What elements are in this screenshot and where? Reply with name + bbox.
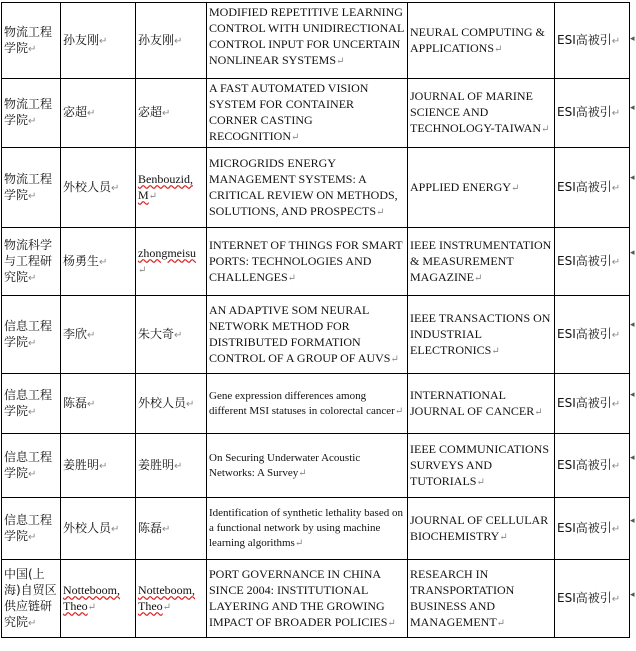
paper-title-cell: On Securing Underwater Acoustic Networks: A Survey↵ — [207, 434, 408, 498]
journal-cell: APPLIED ENERGY↵ — [408, 148, 555, 228]
author-cell: 外校人员↵ — [61, 498, 136, 560]
journal-cell: IEEE INSTRUMENTATION & MEASUREMENT MAGAZINE↵ — [408, 228, 555, 296]
row-end-marker-icon: ◂ — [630, 248, 635, 258]
corresponding-author-cell: Benbouzid, M↵ — [136, 148, 207, 228]
journal-cell: JOURNAL OF MARINE SCIENCE AND TECHNOLOGY-TAIWAN↵ — [408, 79, 555, 148]
table-row — [2, 374, 630, 434]
corresponding-author-cell: 朱大奇↵ — [136, 296, 207, 374]
college-cell: 物流工程学院↵ — [2, 79, 61, 148]
row-end-marker-icon: ◂ — [630, 34, 635, 44]
corresponding-author-cell: zhongmeisu↵ — [136, 228, 207, 296]
corresponding-author-cell: 孙友刚↵ — [136, 3, 207, 79]
paper-title-cell: Gene expression differences among different MSI statuses in colorectal cancer↵ — [207, 374, 408, 434]
corresponding-author-cell: 宓超↵ — [136, 79, 207, 148]
category-cell: ESI高被引↵ — [555, 434, 630, 498]
author-cell: 孙友刚↵ — [61, 3, 136, 79]
row-end-marker-icon: ◂ — [630, 516, 635, 526]
category-cell: ESI高被引↵ — [555, 374, 630, 434]
college-cell: 信息工程学院↵ — [2, 434, 61, 498]
college-cell: 物流工程学院↵ — [2, 3, 61, 79]
category-cell: ESI高被引↵ — [555, 560, 630, 638]
row-end-marker-icon: ◂ — [630, 173, 635, 183]
college-cell: 物流科学与工程研究院↵ — [2, 228, 61, 296]
category-cell: ESI高被引↵ — [555, 148, 630, 228]
journal-cell: INTERNATIONAL JOURNAL OF CANCER↵ — [408, 374, 555, 434]
category-cell: ESI高被引↵ — [555, 228, 630, 296]
corresponding-author-cell: Notteboom, Theo↵ — [136, 560, 207, 638]
paper-title-cell: MICROGRIDS ENERGY MANAGEMENT SYSTEMS: A CRITICAL REVIEW ON METHODS, SOLUTIONS, AND PROSPECTS↵ — [207, 148, 408, 228]
paper-title-cell: INTERNET OF THINGS FOR SMART PORTS: TECHNOLOGIES AND CHALLENGES↵ — [207, 228, 408, 296]
journal-cell: JOURNAL OF CELLULAR BIOCHEMISTRY↵ — [408, 498, 555, 560]
author-cell: 姜胜明↵ — [61, 434, 136, 498]
author-cell: 外校人员↵ — [61, 148, 136, 228]
author-cell: 杨勇生↵ — [61, 228, 136, 296]
category-cell: ESI高被引↵ — [555, 498, 630, 560]
paper-title-cell: A FAST AUTOMATED VISION SYSTEM FOR CONTAINER CORNER CASTING RECOGNITION↵ — [207, 79, 408, 148]
category-cell: ESI高被引↵ — [555, 3, 630, 79]
corresponding-author-cell: 姜胜明↵ — [136, 434, 207, 498]
category-cell: ESI高被引↵ — [555, 296, 630, 374]
row-end-marker-icon: ◂ — [630, 390, 635, 400]
table-row — [2, 228, 630, 296]
journal-cell: IEEE COMMUNICATIONS SURVEYS AND TUTORIALS↵ — [408, 434, 555, 498]
paper-title-cell: AN ADAPTIVE SOM NEURAL NETWORK METHOD FOR DISTRIBUTED FORMATION CONTROL OF A GROUP OF AUVS↵ — [207, 296, 408, 374]
table-row — [2, 148, 630, 228]
author-cell: 宓超↵ — [61, 79, 136, 148]
college-cell: 物流工程学院↵ — [2, 148, 61, 228]
table-row — [2, 296, 630, 374]
corresponding-author-cell: 外校人员↵ — [136, 374, 207, 434]
paper-title-cell: MODIFIED REPETITIVE LEARNING CONTROL WITH UNIDIRECTIONAL CONTROL INPUT FOR UNCERTAIN NONLINEAR SYSTEMS↵ — [207, 3, 408, 79]
college-cell: 信息工程学院↵ — [2, 296, 61, 374]
college-cell: 中国(上海)自贸区供应链研究院↵ — [2, 560, 61, 638]
journal-cell: RESEARCH IN TRANSPORTATION BUSINESS AND MANAGEMENT↵ — [408, 560, 555, 638]
table-row — [2, 498, 630, 560]
author-cell: Notteboom, Theo↵ — [61, 560, 136, 638]
paper-title-cell: PORT GOVERNANCE IN CHINA SINCE 2004: INSTITUTIONAL LAYERING AND THE GROWING IMPACT OF BROADER POLICIES↵ — [207, 560, 408, 638]
college-cell: 信息工程学院↵ — [2, 498, 61, 560]
row-end-marker-icon: ◂ — [630, 320, 635, 330]
category-cell: ESI高被引↵ — [555, 79, 630, 148]
author-cell: 李欣↵ — [61, 296, 136, 374]
table-row — [2, 3, 630, 79]
corresponding-author-cell: 陈磊↵ — [136, 498, 207, 560]
college-cell: 信息工程学院↵ — [2, 374, 61, 434]
journal-cell: IEEE TRANSACTIONS ON INDUSTRIAL ELECTRONICS↵ — [408, 296, 555, 374]
author-cell: 陈磊↵ — [61, 374, 136, 434]
table-row — [2, 560, 630, 638]
paper-title-cell: Identification of synthetic lethality based on a functional network by using machine learning algorithms↵ — [207, 498, 408, 560]
row-end-marker-icon: ◂ — [630, 590, 635, 600]
row-end-marker-icon: ◂ — [630, 453, 635, 463]
table-row — [2, 434, 630, 498]
papers-table — [1, 2, 630, 638]
row-end-marker-icon: ◂ — [630, 103, 635, 113]
table-row — [2, 79, 630, 148]
journal-cell: NEURAL COMPUTING & APPLICATIONS↵ — [408, 3, 555, 79]
